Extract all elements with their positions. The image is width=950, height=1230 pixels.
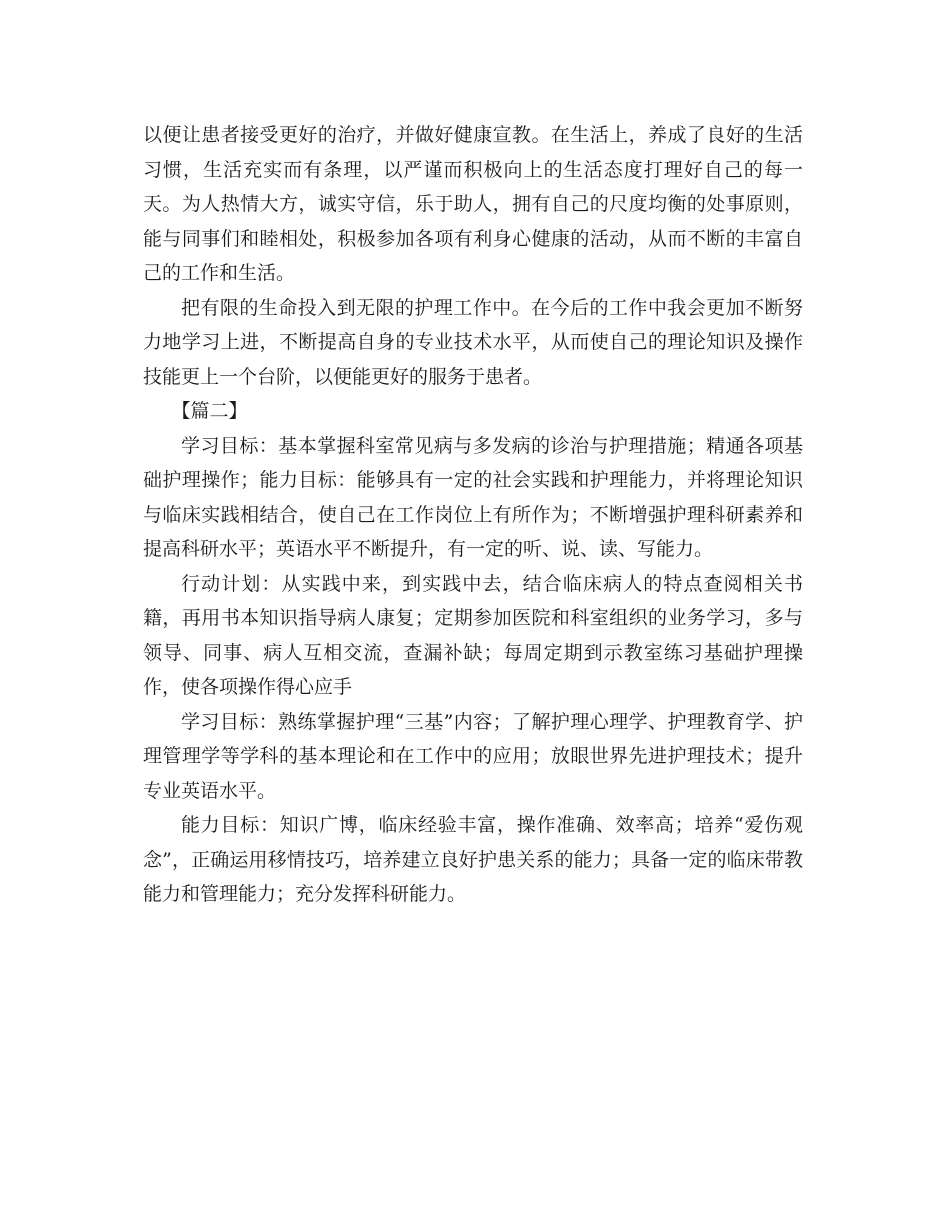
- document-body: [143, 118, 803, 912]
- paragraph-nursing-commitment: 把有限的生命投入到无限的护理工作中。在今后的工作中我会更加不断努力地学习上进，不断提高自身的专业技术水平，从而使自己的理论知识及操作技能更上一个台阶，以便能更好的服务于患者。: [143, 296, 803, 388]
- paragraph-action-plan: 行动计划：从实践中来，到实践中去，结合临床病人的特点查阅相关书籍，再用书本知识指导病人康复；定期参加医院和科室组织的业务学习，多与领导、同事、病人互相交流，查漏补缺；每周定期到示教室练习基础护理操作，使各项操作得心应手: [143, 572, 803, 698]
- paragraph-ability-goals: 能力目标：知识广博，临床经验丰富，操作准确、效率高；培养“爱伤观念”，正确运用移情技巧，培养建立良好护患关系的能力；具备一定的临床带教能力和管理能力；充分发挥科研能力。: [143, 814, 803, 905]
- paragraph-continuation: 以便让患者接受更好的治疗，并做好健康宣教。在生活上，养成了良好的生活习惯，生活充实而有条理，以严谨而积极向上的生活态度打理好自己的每一天。为人热情大方，诚实守信，乐于助人，拥有自己的尺度均衡的处事原则，能与同事们和睦相处，积极参加各项有利身心健康的活动，从而不断的丰富自己的工作和生活。: [143, 124, 803, 284]
- paragraph-learning-goals-2: 学习目标：熟练掌握护理“三基”内容；了解护理心理学、护理教育学、护理管理学等学科的基本理论和在工作中的应用；放眼世界先进护理技术；提升专业英语水平。: [143, 710, 803, 802]
- paragraph-learning-goals-1: 学习目标：基本掌握科室常见病与多发病的诊治与护理措施；精通各项基础护理操作；能力目标：能够具有一定的社会实践和护理能力，并将理论知识与临床实践相结合，使自己在工作岗位上有所作为；不断增强护理科研素养和提高科研水平；英语水平不断提升，有一定的听、说、读、写能力。: [143, 434, 803, 560]
- section-heading-part-two: 【篇二】: [171, 400, 248, 422]
